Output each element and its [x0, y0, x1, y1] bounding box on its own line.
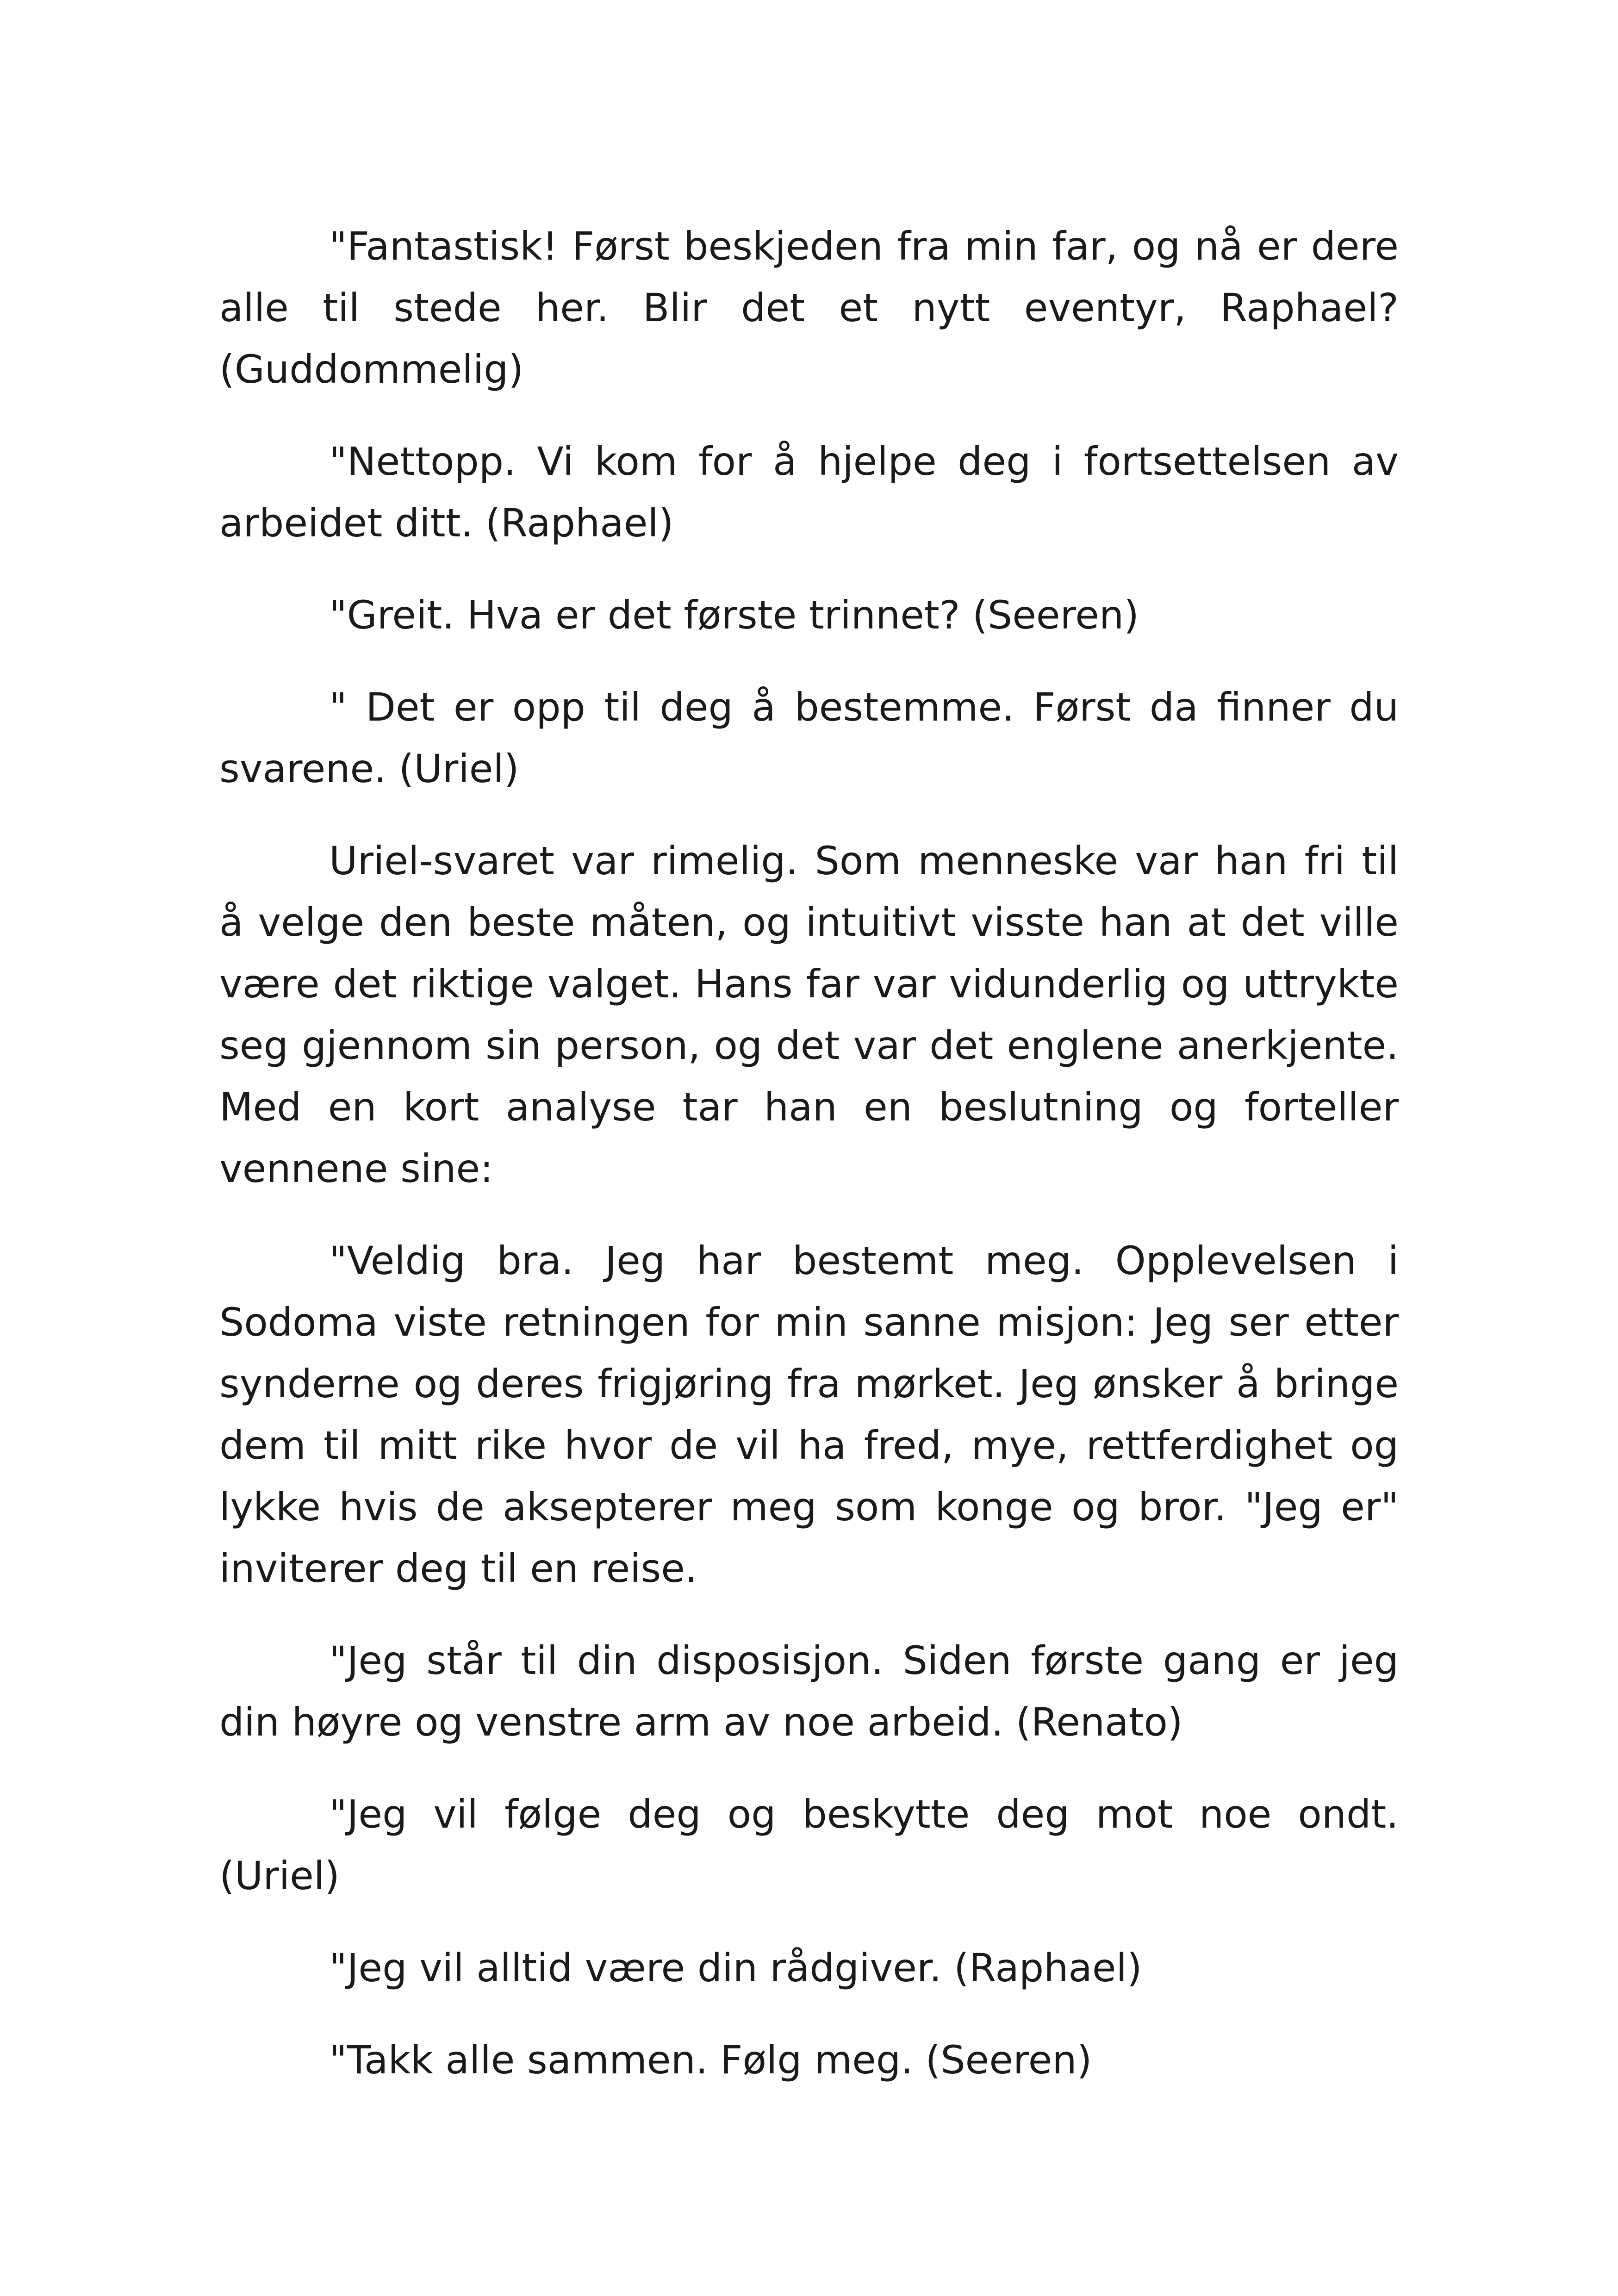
- paragraph-2: "Nettopp. Vi kom for å hjelpe deg i fortsettelsen av arbeidet ditt. (Raphael): [219, 439, 1399, 546]
- paragraph-9: "Jeg vil alltid være din rådgiver. (Raphael): [329, 1945, 1142, 1991]
- paragraph-3: "Greit. Hva er det første trinnet? (Seeren): [329, 592, 1139, 638]
- paragraph-4: " Det er opp til deg å bestemme. Først da finner du svarene. (Uriel): [219, 684, 1399, 791]
- paragraph-7: "Jeg står til din disposisjon. Siden første gang er jeg din høyre og venstre arm av noe arbeid. (Renato): [219, 1638, 1399, 1745]
- paragraph-6: "Veldig bra. Jeg har bestemt meg. Opplevelsen i Sodoma viste retningen for min sanne misjon: Jeg ser etter synderne og deres frigjøring fra mørket. Jeg ønsker å bringe dem til mitt rike hvor de vil ha fred, mye, rettferdighet og lykke hvis de aksepterer meg som konge og bror. "Jeg er" inviterer deg til en reise.: [219, 1238, 1399, 1591]
- paragraph-8: "Jeg vil følge deg og beskytte deg mot noe ondt. (Uriel): [219, 1792, 1399, 1898]
- paragraph-10: "Takk alle sammen. Følg meg. (Seeren): [329, 2037, 1092, 2083]
- body-text: [219, 216, 1399, 2122]
- paragraph-1: "Fantastisk! Først beskjeden fra min far, og nå er dere alle til stede her. Blir det et nytt eventyr, Raphael? (Guddommelig): [219, 224, 1399, 392]
- paragraph-5: Uriel-svaret var rimelig. Som menneske var han fri til å velge den beste måten, og intuitivt visste han at det ville være det riktige valget. Hans far var vidunderlig og uttrykte seg gjennom sin person, og det var det englene anerkjente. Med en kort analyse tar han en beslutning og forteller vennene sine:: [219, 838, 1399, 1191]
